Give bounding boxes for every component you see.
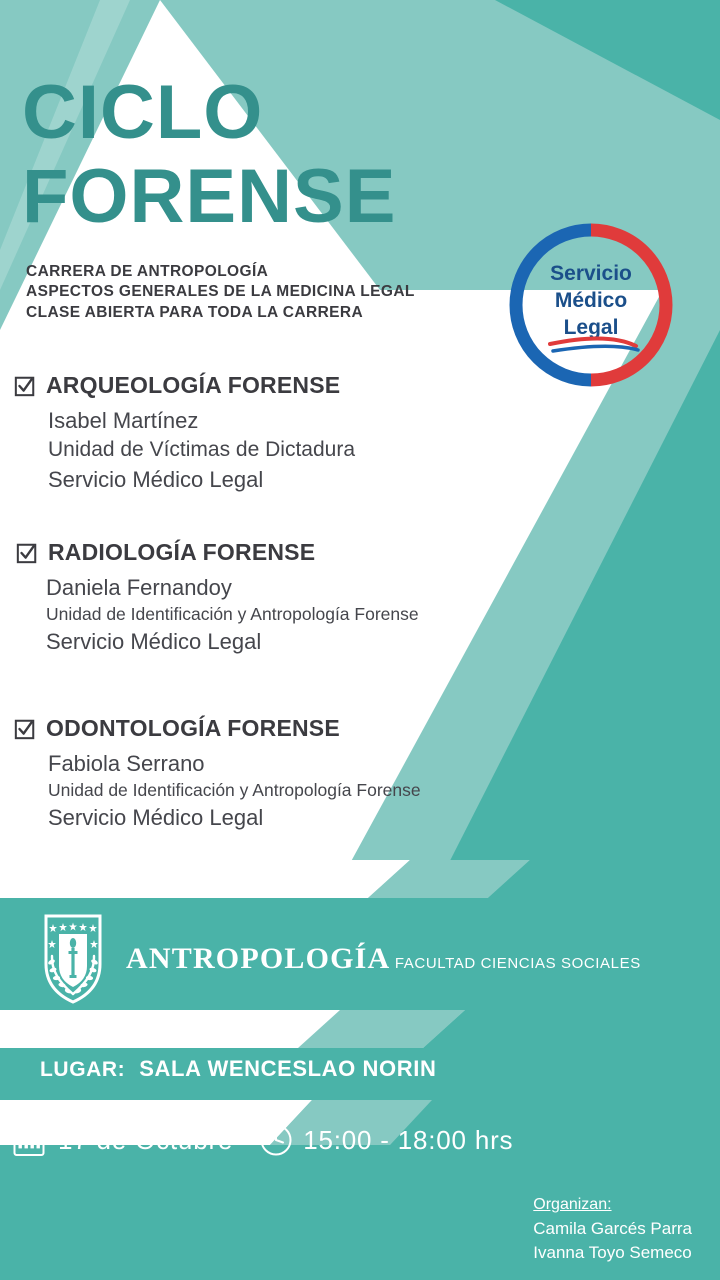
- logo-text-line-2: Médico: [554, 289, 628, 312]
- subtitle-line-3: CLASE ABIERTA PARA TODA LA CARRERA: [26, 303, 364, 321]
- time-group: [259, 1123, 513, 1157]
- talk-heading-row: [0, 539, 560, 566]
- speaker-name: Daniela Fernandoy: [46, 575, 232, 600]
- venue-row: [40, 1056, 436, 1082]
- logo-text-line-1: Servicio: [550, 262, 632, 285]
- logo-swoosh-blue: [553, 346, 638, 351]
- speaker-name: Isabel Martínez: [48, 408, 199, 433]
- talk-section: [0, 715, 560, 833]
- antropologia-wordmark: [126, 942, 641, 974]
- speaker-organization: Servicio Médico Legal: [48, 466, 264, 492]
- event-time: 15:00 - 18:00 hrs: [303, 1124, 514, 1155]
- speaker-name: Fabiola Serrano: [48, 751, 205, 776]
- venue-value: SALA WENCESLAO NORIN: [139, 1056, 437, 1081]
- organizer-name: Ivanna Toyo Semeco: [533, 1242, 692, 1262]
- talk-details: [0, 406, 560, 495]
- title-line-1: CICLO: [22, 70, 264, 155]
- speaker-unit: Unidad de Víctimas de Dictadura: [48, 438, 355, 462]
- talk-section: [0, 539, 560, 657]
- title-line-2: FORENSE: [22, 153, 397, 239]
- venue-label: LUGAR:: [40, 1058, 126, 1081]
- speaker-organization: Servicio Médico Legal: [48, 805, 264, 831]
- universidad-crest-icon: [40, 912, 106, 1004]
- checkbox-checked-icon: [16, 542, 38, 564]
- page-title: [22, 70, 397, 239]
- organizer-name: Camila Garcés Parra: [533, 1218, 692, 1238]
- checkbox-checked-icon: [14, 375, 36, 397]
- subtitle-line-2: ASPECTOS GENERALES DE LA MEDICINA LEGAL: [26, 283, 415, 301]
- talk-heading-row: [0, 715, 560, 742]
- talk-title: RADIOLOGÍA FORENSE: [48, 539, 316, 565]
- talk-title: ODONTOLOGÍA FORENSE: [46, 715, 340, 741]
- talk-details: [0, 573, 560, 657]
- clock-icon: [259, 1123, 293, 1157]
- antropologia-name: ANTROPOLOGÍA: [126, 942, 391, 975]
- speaker-unit: Unidad de Identificación y Antropología Forense: [48, 780, 421, 801]
- datetime-row: [12, 1122, 513, 1158]
- speaker-unit: Unidad de Identificación y Antropología Forense: [46, 604, 419, 625]
- talk-title: ARQUEOLOGÍA FORENSE: [46, 372, 341, 398]
- subtitle-line-1: CARRERA DE ANTROPOLOGÍA: [26, 263, 269, 280]
- speaker-organization: Servicio Médico Legal: [46, 629, 262, 655]
- servicio-medico-legal-logo: [508, 222, 674, 388]
- talk-heading-row: [0, 372, 560, 399]
- talk-section: [0, 372, 560, 495]
- calendar-icon: [12, 1122, 46, 1158]
- organizers-heading: Organizan:: [533, 1196, 612, 1213]
- antropologia-faculty: FACULTAD CIENCIAS SOCIALES: [394, 955, 641, 972]
- logo-text-line-3: Legal: [563, 316, 619, 339]
- talk-details: [0, 749, 560, 833]
- organizers-block: [533, 1194, 692, 1265]
- checkbox-checked-icon: [14, 718, 36, 740]
- antropologia-logo-block: [40, 912, 641, 1004]
- subtitle-block: [26, 262, 415, 323]
- event-date: 17 de Octubre: [58, 1124, 234, 1155]
